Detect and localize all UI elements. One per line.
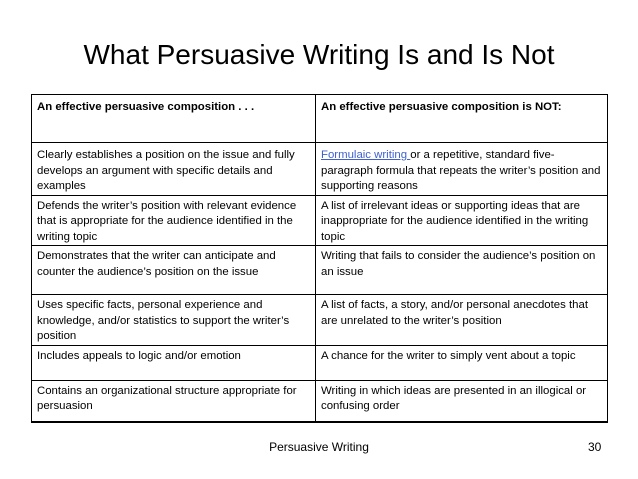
cell-is: Includes appeals to logic and/or emotion: [32, 345, 316, 380]
cell-is: Defends the writer’s position with relevant evidence that is appropriate for the audience identified in the writing topic: [32, 195, 316, 246]
table-row: [32, 143, 608, 196]
cell-text: or a repetitive, standard five-paragraph formula that repeats the writer’s position and supporting reasons: [321, 149, 601, 192]
table-row: [32, 195, 608, 246]
cell-is-not: A list of facts, a story, and/or personal anecdotes that are unrelated to the writer’s position: [316, 295, 608, 346]
header-cell-is-not: An effective persuasive composition is NOT:: [316, 95, 608, 143]
cell-is: Contains an organizational structure appropriate for persuasion: [32, 380, 316, 422]
cell-is: Uses specific facts, personal experience and knowledge, and/or statistics to support the writer’s position: [32, 295, 316, 346]
table-row: [32, 246, 608, 295]
cell-is-not: Writing that fails to consider the audience’s position on an issue: [316, 246, 608, 295]
cell-is: Demonstrates that the writer can anticipate and counter the audience’s position on the issue: [32, 246, 316, 295]
cell-is: Clearly establishes a position on the issue and fully develops an argument with specific details and examples: [32, 143, 316, 196]
table-row: [32, 295, 608, 346]
cell-is-not: A list of irrelevant ideas or supporting ideas that are inappropriate for the audience identified in the writing topic: [316, 195, 608, 246]
cell-is-not: Writing in which ideas are presented in an illogical or confusing order: [316, 380, 608, 422]
header-cell-is: An effective persuasive composition . . .: [32, 95, 316, 143]
table-header-row: [32, 95, 608, 143]
slide-title: What Persuasive Writing Is and Is Not: [83, 39, 555, 70]
footer-text: Persuasive Writing: [269, 440, 369, 454]
formulaic-writing-link[interactable]: Formulaic writing: [321, 149, 411, 161]
table-row: [32, 380, 608, 422]
cell-is-not: [316, 143, 608, 196]
comparison-table: [31, 94, 608, 423]
table-row: [32, 345, 608, 380]
page-number: 30: [588, 440, 602, 454]
cell-is-not: A chance for the writer to simply vent about a topic: [316, 345, 608, 380]
